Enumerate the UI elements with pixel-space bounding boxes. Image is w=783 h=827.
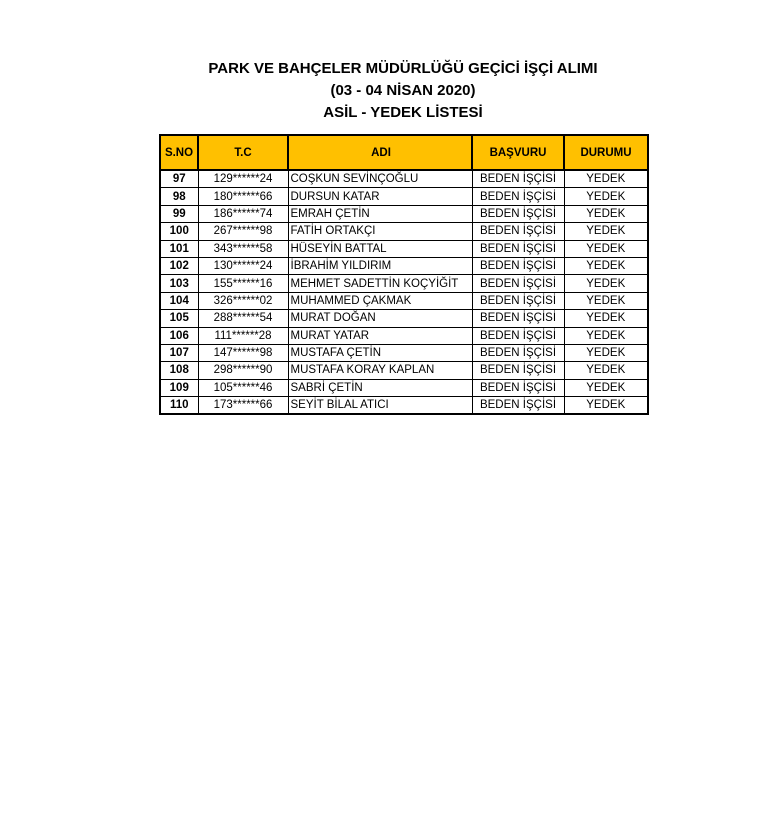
- cell-sno: 99: [160, 205, 198, 222]
- candidate-table: [159, 134, 649, 415]
- cell-tc: 267******98: [198, 223, 288, 240]
- cell-sno: 106: [160, 327, 198, 344]
- cell-status: YEDEK: [564, 344, 648, 361]
- cell-name: HÜSEYİN BATTAL: [288, 240, 472, 257]
- cell-name: DURSUN KATAR: [288, 188, 472, 205]
- cell-tc: 147******98: [198, 344, 288, 361]
- title-line-1: PARK VE BAHÇELER MÜDÜRLÜĞÜ GEÇİCİ İŞÇİ ALIMI: [208, 60, 598, 77]
- cell-application: BEDEN İŞÇİSİ: [472, 397, 564, 415]
- cell-tc: 288******54: [198, 310, 288, 327]
- cell-status: YEDEK: [564, 310, 648, 327]
- cell-tc: 173******66: [198, 397, 288, 415]
- document-title: [0, 58, 783, 124]
- cell-sno: 102: [160, 257, 198, 274]
- table-header-row: [160, 135, 648, 170]
- cell-name: SEYİT BİLAL ATICI: [288, 397, 472, 415]
- cell-tc: 298******90: [198, 362, 288, 379]
- cell-status: YEDEK: [564, 257, 648, 274]
- cell-name: MUSTAFA ÇETİN: [288, 344, 472, 361]
- cell-application: BEDEN İŞÇİSİ: [472, 205, 564, 222]
- col-header-sno: S.NO: [160, 135, 198, 170]
- table-row: [160, 344, 648, 361]
- cell-tc: 186******74: [198, 205, 288, 222]
- cell-application: BEDEN İŞÇİSİ: [472, 344, 564, 361]
- cell-sno: 103: [160, 275, 198, 292]
- cell-name: COŞKUN SEVİNÇOĞLU: [288, 170, 472, 188]
- cell-name: İBRAHİM YILDIRIM: [288, 257, 472, 274]
- cell-sno: 98: [160, 188, 198, 205]
- cell-tc: 343******58: [198, 240, 288, 257]
- title-line-2: (03 - 04 NİSAN 2020): [330, 82, 476, 99]
- cell-sno: 104: [160, 292, 198, 309]
- cell-sno: 100: [160, 223, 198, 240]
- cell-tc: 326******02: [198, 292, 288, 309]
- cell-application: BEDEN İŞÇİSİ: [472, 275, 564, 292]
- title-line-3: ASİL - YEDEK LİSTESİ: [323, 104, 483, 121]
- cell-sno: 105: [160, 310, 198, 327]
- cell-application: BEDEN İŞÇİSİ: [472, 362, 564, 379]
- table-row: [160, 275, 648, 292]
- cell-name: MURAT DOĞAN: [288, 310, 472, 327]
- cell-status: YEDEK: [564, 240, 648, 257]
- cell-status: YEDEK: [564, 188, 648, 205]
- col-header-tc: T.C: [198, 135, 288, 170]
- cell-sno: 101: [160, 240, 198, 257]
- cell-name: SABRİ ÇETİN: [288, 379, 472, 396]
- table-row: [160, 205, 648, 222]
- cell-application: BEDEN İŞÇİSİ: [472, 379, 564, 396]
- cell-tc: 130******24: [198, 257, 288, 274]
- cell-sno: 109: [160, 379, 198, 396]
- cell-status: YEDEK: [564, 397, 648, 415]
- cell-status: YEDEK: [564, 275, 648, 292]
- cell-sno: 107: [160, 344, 198, 361]
- cell-name: FATİH ORTAKÇI: [288, 223, 472, 240]
- cell-application: BEDEN İŞÇİSİ: [472, 188, 564, 205]
- cell-application: BEDEN İŞÇİSİ: [472, 310, 564, 327]
- table-row: [160, 310, 648, 327]
- cell-tc: 180******66: [198, 188, 288, 205]
- table-row: [160, 240, 648, 257]
- cell-application: BEDEN İŞÇİSİ: [472, 223, 564, 240]
- cell-sno: 97: [160, 170, 198, 188]
- table-row: [160, 223, 648, 240]
- cell-tc: 111******28: [198, 327, 288, 344]
- table-row: [160, 379, 648, 396]
- cell-status: YEDEK: [564, 362, 648, 379]
- cell-tc: 155******16: [198, 275, 288, 292]
- cell-tc: 129******24: [198, 170, 288, 188]
- cell-application: BEDEN İŞÇİSİ: [472, 170, 564, 188]
- table-row: [160, 170, 648, 188]
- col-header-adi: ADI: [288, 135, 472, 170]
- cell-sno: 110: [160, 397, 198, 415]
- table-row: [160, 397, 648, 415]
- cell-status: YEDEK: [564, 205, 648, 222]
- cell-name: MEHMET SADETTİN KOÇYİĞİT: [288, 275, 472, 292]
- col-header-basvuru: BAŞVURU: [472, 135, 564, 170]
- cell-application: BEDEN İŞÇİSİ: [472, 257, 564, 274]
- cell-application: BEDEN İŞÇİSİ: [472, 292, 564, 309]
- table-row: [160, 257, 648, 274]
- col-header-durumu: DURUMU: [564, 135, 648, 170]
- cell-status: YEDEK: [564, 170, 648, 188]
- cell-name: MURAT YATAR: [288, 327, 472, 344]
- cell-application: BEDEN İŞÇİSİ: [472, 327, 564, 344]
- cell-status: YEDEK: [564, 379, 648, 396]
- cell-status: YEDEK: [564, 327, 648, 344]
- cell-sno: 108: [160, 362, 198, 379]
- cell-application: BEDEN İŞÇİSİ: [472, 240, 564, 257]
- table-row: [160, 362, 648, 379]
- cell-status: YEDEK: [564, 223, 648, 240]
- table-row: [160, 327, 648, 344]
- cell-name: EMRAH ÇETİN: [288, 205, 472, 222]
- table-row: [160, 292, 648, 309]
- cell-tc: 105******46: [198, 379, 288, 396]
- cell-name: MUSTAFA KORAY KAPLAN: [288, 362, 472, 379]
- cell-name: MUHAMMED ÇAKMAK: [288, 292, 472, 309]
- cell-status: YEDEK: [564, 292, 648, 309]
- table-row: [160, 188, 648, 205]
